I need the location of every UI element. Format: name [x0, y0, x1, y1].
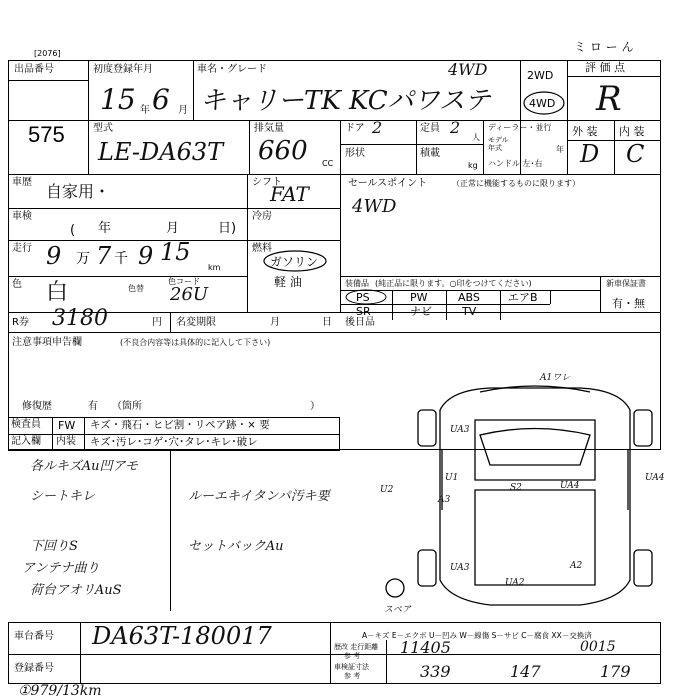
rule: [52, 417, 53, 451]
eq-ps-circle: [344, 288, 388, 306]
name-change-day: 日: [322, 317, 332, 328]
diagram-mark-ua3-top: UA3: [450, 425, 470, 435]
rule: [340, 332, 661, 333]
odo-extra-value: 0015: [580, 639, 616, 655]
eq-pw: PW: [410, 291, 428, 304]
exterior-grade-value: D: [580, 140, 600, 168]
diagram-mark-ua4-right: UA4: [560, 481, 580, 491]
odo-ref-label: 参 考: [344, 652, 361, 660]
rule: [170, 451, 171, 611]
handle-label: ハンドル 左･右: [488, 159, 543, 168]
rule: [340, 174, 341, 312]
drive-4wd-circle: [522, 89, 566, 117]
rule: [614, 120, 615, 174]
wheel-rear-right: [634, 550, 652, 586]
history-label: 車歴: [12, 177, 32, 188]
displacement-label: 排気量: [254, 123, 284, 134]
rule: [8, 276, 247, 277]
inspection-day-unit: 日): [218, 221, 237, 236]
eq-tv: TV: [462, 305, 477, 318]
car-windshield: [480, 429, 590, 466]
diagram-mark-ua2: UA2: [505, 578, 525, 588]
grade-label: 評 価 点: [585, 61, 625, 74]
repair-location: （箇所: [112, 401, 142, 412]
rule: [80, 622, 81, 684]
eq-ps: PS: [356, 291, 370, 304]
inspection-label: 車検: [12, 211, 32, 222]
model-year-unit: 年: [556, 145, 564, 154]
rule: [567, 76, 661, 77]
model-year-label-b: 年式: [488, 144, 502, 152]
fuel-gasoline-circle: [262, 248, 328, 274]
persons-unit: 人: [472, 133, 480, 142]
dims-value-1: 339: [420, 662, 451, 681]
fuel-gasoline-label: ガソリン: [270, 255, 319, 269]
sales-point-note: （正常に機能するものに限ります）: [452, 179, 580, 188]
note-line-1: 各ルキズAu凹アモ: [30, 459, 138, 474]
doc-code: [2076]: [34, 49, 61, 58]
recycle-value: 3180: [52, 306, 108, 331]
doors-label: ドア: [345, 123, 365, 134]
capacity-label: 定員: [420, 123, 440, 134]
rule: [600, 276, 601, 312]
odo-value: 11405: [400, 638, 451, 657]
equipment-label: 装備品: [345, 279, 369, 288]
wheel-front-right: [634, 410, 652, 446]
reg-month-unit: 月: [178, 105, 188, 116]
lot-number-value: 575: [28, 122, 65, 147]
eq-sr: SR: [356, 305, 371, 318]
rule: [249, 120, 250, 174]
mileage-sen-unit: 千: [114, 251, 128, 267]
exterior-label: 外 装: [572, 125, 598, 138]
chassis-number-value: DA63T-180017: [92, 622, 272, 650]
rule: [84, 417, 85, 451]
wheel-front-left: [418, 410, 436, 446]
reg-month-value: 6: [152, 83, 170, 116]
dims-label: 車検証寸法: [334, 663, 369, 671]
recycle-label: R券: [12, 317, 29, 328]
rule: [500, 290, 501, 320]
lot-number-label: 出品番号: [14, 64, 54, 75]
rule: [446, 290, 447, 320]
interior-label: 内 装: [619, 125, 645, 138]
shape-label: 形状: [345, 148, 365, 159]
color-code-label: 色コード: [168, 277, 200, 286]
rule: [340, 120, 341, 174]
name-change-month: 月: [270, 317, 280, 328]
history-value: 自家用・: [46, 182, 111, 201]
color-label: 色: [12, 279, 22, 290]
rule: [416, 120, 417, 174]
rule: [8, 120, 661, 121]
model-type-label: 型式: [93, 123, 113, 134]
diagram-mark-a3: A3: [438, 495, 451, 505]
eq-abs: ABS: [458, 291, 480, 304]
note-line-3: 下回りS: [30, 539, 78, 554]
note-right-2: セットバックAu: [188, 539, 284, 554]
capacity-value: 2: [450, 118, 461, 137]
first-registration-label: 初度登録年月: [93, 64, 153, 75]
drive-2wd-label: 2WD: [527, 69, 554, 82]
rule: [340, 144, 483, 145]
notes-label: 注意事項申告欄: [12, 337, 82, 348]
diagram-mark-ua4-far: UA4: [645, 473, 665, 483]
mileage-man-value: 9: [46, 242, 62, 270]
car-damage-diagram: [380, 373, 680, 620]
entry-label: 記入欄: [11, 436, 41, 447]
mileage-man-unit: 万: [76, 251, 90, 267]
shift-label: シフト: [252, 177, 282, 188]
model-name-label: 車名・グレード: [197, 64, 267, 75]
interior-short-label: 内装: [56, 436, 76, 447]
yes-no-label: 有・無: [612, 297, 645, 310]
km-unit: km: [208, 263, 221, 272]
rule: [8, 174, 661, 175]
eq-airbag: エアB: [508, 291, 538, 304]
color-value: 白: [46, 280, 69, 305]
diagram-mark-s2: S2: [510, 483, 522, 493]
rule: [550, 290, 551, 304]
repair-close: ）: [310, 401, 320, 412]
interior-codes: キズ･汚レ･コゲ･穴･タレ･キレ･破レ: [90, 436, 258, 448]
diagram-mark-a2: A2: [570, 561, 583, 571]
exterior-codes: キズ・飛石・ヒビ割・リペア跡・× 要: [90, 419, 270, 431]
doors-value: 2: [372, 118, 383, 137]
recycle-yen: 円: [152, 317, 162, 328]
repair-history-label: 修復歴: [22, 401, 52, 412]
diagram-mark-a1: A1ワレ: [540, 373, 571, 383]
top-right-partial-text: ミ ロ ー ん: [574, 40, 634, 54]
repair-yes: 有: [88, 401, 98, 412]
kg-unit: kg: [468, 161, 478, 170]
reg-year-unit: 年: [140, 105, 150, 116]
note-line-4: アンテナ曲り: [22, 561, 100, 576]
inspection-month-unit: 月: [166, 221, 180, 236]
dealer-label: ディーラー・並行: [488, 123, 552, 132]
note-right-1: ルーエキイタンパ汚キ要: [188, 489, 330, 504]
rule: [193, 60, 194, 120]
color-code-value: 26U: [170, 284, 209, 305]
wheel-rear-left: [418, 550, 436, 586]
equipment-note: (純正品に限ります。○印をつけてください): [375, 279, 532, 288]
fuel-light-oil-label: 軽 油: [274, 275, 302, 289]
inspector-label: 検査員: [11, 419, 41, 430]
inspection-year-unit: 年: [98, 221, 112, 236]
rule: [520, 60, 521, 174]
fuel-label: 燃料: [252, 243, 272, 254]
notes-detail: (不良合内容等は具体的に記入して下さい): [120, 338, 271, 347]
eq-navi: ナビ: [410, 305, 432, 318]
sales-point-value: 4WD: [352, 196, 397, 217]
rear-seat-label: 後日品: [345, 317, 375, 328]
spare-tire: [386, 579, 404, 597]
spare-label: スペア: [384, 605, 412, 615]
model-type-value: LE-DA63T: [98, 138, 224, 166]
rule: [8, 434, 340, 435]
diagram-mark-u2: U2: [380, 485, 394, 495]
dims-value-2: 147: [510, 662, 541, 681]
diagram-mark-u1: U1: [445, 473, 459, 483]
displacement-value: 660: [258, 136, 308, 166]
mileage-sen-value: 9: [138, 242, 154, 270]
note-line-2: シートキレ: [30, 489, 95, 504]
rule: [8, 208, 340, 209]
model-4wd-note: 4WD: [448, 60, 488, 79]
rule: [88, 60, 89, 174]
chassis-number-label: 車台番号: [14, 631, 54, 642]
rule: [8, 654, 661, 655]
interior-grade-value: C: [626, 140, 645, 168]
load-label: 積載: [420, 148, 440, 159]
rule: [330, 622, 331, 684]
ac-label: 冷房: [252, 211, 272, 222]
diagram-mark-ua3-bottom: UA3: [450, 563, 470, 573]
car-front-bumper: [480, 386, 590, 392]
rule: [8, 332, 340, 333]
shift-value: FAT: [270, 182, 309, 206]
mileage-rest-value: 15: [160, 238, 191, 266]
sales-point-label: セールスポイント: [348, 178, 428, 189]
rule: [392, 290, 393, 320]
rule: [247, 174, 248, 312]
color-change-label: 色替: [128, 284, 144, 293]
name-change-label: 名変期限: [176, 317, 216, 328]
note-line-5: 荷台アオリAuS: [30, 583, 122, 598]
rule: [386, 640, 387, 684]
rule: [340, 276, 661, 277]
fw-label: FW: [58, 419, 76, 432]
rule: [567, 60, 568, 174]
drive-4wd-label: 4WD: [529, 97, 556, 110]
handwritten-bottom-note: ①979/13km: [18, 683, 102, 699]
model-year-label-a: モデル: [488, 136, 509, 144]
rule: [8, 80, 88, 81]
model-name-value: キャリーTK KCパワステ: [200, 86, 491, 116]
rule: [483, 120, 484, 174]
new-car-warranty-label: 新車保証書: [606, 279, 646, 288]
odo-change-label: 歴改 走行距離: [334, 643, 379, 651]
grade-value: R: [596, 79, 622, 119]
reg-year-value: 15: [100, 83, 136, 116]
cc-unit: CC: [322, 159, 334, 168]
rule: [170, 312, 171, 332]
inspection-open-paren: (: [70, 223, 76, 238]
damage-legend: A－キズ E－エクボ U－凹み W－線傷 S－サビ C－腐食 XX－交換済: [362, 631, 592, 640]
reg-number-label: 登録番号: [14, 663, 54, 674]
mileage-label: 走行: [12, 243, 32, 254]
dims-value-3: 179: [600, 662, 631, 681]
mileage-7-value: 7: [96, 242, 112, 270]
dims-ref-label: 参 考: [344, 672, 361, 680]
